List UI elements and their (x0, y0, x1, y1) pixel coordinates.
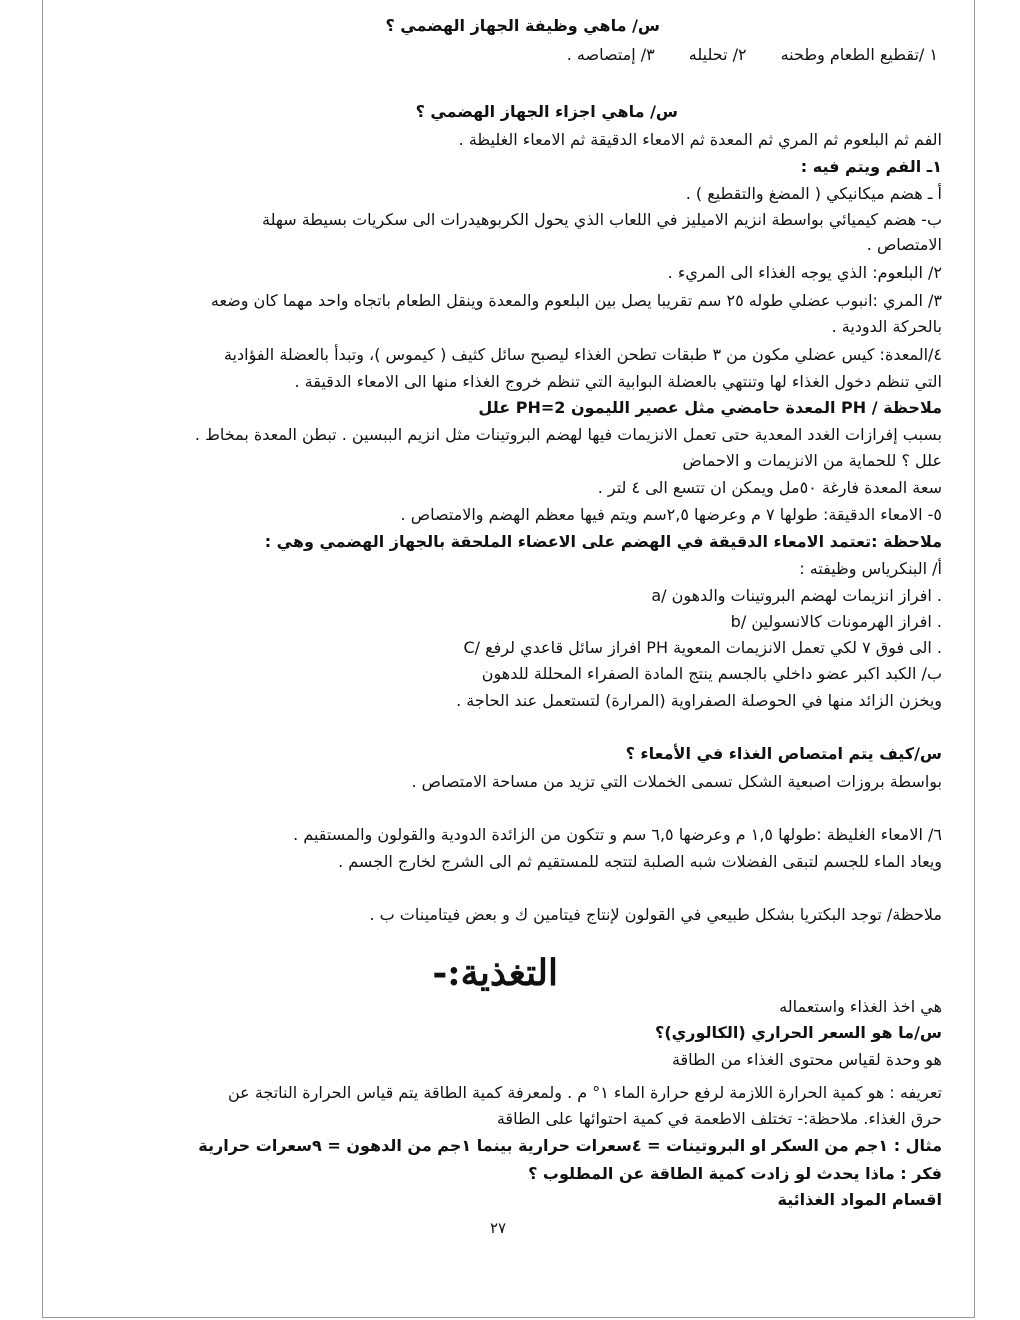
function-2: ٢/ تحليله (688, 45, 747, 64)
question-digestive-parts: س/ ماهي اجزاء الجهاز الهضمي ؟ (415, 102, 678, 121)
peristalsis: بالحركة الدودية . (831, 317, 942, 336)
page-number: ٢٧ (490, 1219, 507, 1237)
function-1: ١ /تقطيع الطعام وطحنه (780, 45, 938, 64)
question-calorie: س/ما هو السعر الحراري (الكالوري)؟ (655, 1023, 942, 1042)
answer-functions (567, 43, 938, 67)
water-reabsorption: ويعاد الماء للجسم لتبقى الفضلات شبه الصلبة لتتجه للمستقيم ثم الى الشرج لخارج الجسم . (338, 852, 942, 871)
stomach-ph-note: ملاحظة / PH المعدة حامضي مثل عصير الليمون PH=2 علل (478, 398, 942, 417)
calorie-definition: تعريفه : هو كمية الحرارة اللازمة لرفع حرارة الماء ١° م . ولمعرفة كمية الطاقة يتم قياس الحرارة الناتجة عن (228, 1083, 942, 1102)
mechanical-digestion: أ ـ هضم ميكانيكي ( المضغ والتقطيع ) . (685, 184, 942, 203)
nutrition-title: التغذية:- (432, 952, 558, 994)
small-intestine: ٥- الامعاء الدقيقة: طولها ٧ م وعرضها ٢,٥سم ويتم فيها معظم الهضم والامتصاص . (400, 505, 942, 524)
nutrition-definition: هي اخذ الغذاء واستعماله (779, 997, 942, 1016)
parts-list: الفم ثم البلعوم ثم المري ثم المعدة ثم الامعاء الدقيقة ثم الامعاء الغليظة . (458, 130, 942, 149)
large-intestine: ٦/ الامعاء الغليظة :طولها ١,٥ م وعرضها ٦,٥ سم و تتكون من الزائدة الدودية والقولون والمستقيم . (293, 825, 942, 844)
gallbladder: ويخزن الزائد منها في الحوصلة الصفراوية (المرارة) لتستعمل عند الحاجة . (456, 691, 942, 710)
calorie-answer: هو وحدة لقياس محتوى الغذاء من الطاقة (671, 1050, 942, 1069)
stomach-capacity: سعة المعدة فارغة ٥٠مل ويمكن ان تتسع الى ٤ لتر . (597, 478, 942, 497)
mucus-reason: علل ؟ للحماية من الانزيمات و الاحماض (682, 451, 942, 470)
food-categories: اقسام المواد الغذائية (777, 1190, 942, 1209)
question-absorption: س/كيف يتم امتصاص الغذاء في الأمعاء ؟ (625, 744, 942, 763)
pancreas-hormones: b/ افراز الهرمونات كالانسولين . (730, 612, 942, 631)
stomach: ٤/المعدة: كيس عضلي مكون من ٣ طبقات تطحن الغذاء ليصبح سائل كثيف ( كيموس )، وتبدأ بالعضلة الفؤادية (223, 345, 942, 364)
esophagus: ٣/ المري :انبوب عضلي طوله ٢٥ سم تقريبا يصل بين البلعوم والمعدة وينقل الطعام باتجاه واحد مهما كان وضعه (210, 291, 942, 310)
pancreas: أ/ البنكرياس وظيفته : (799, 559, 942, 578)
pancreas-enzymes: a/ افراز انزيمات لهضم البروتينات والدهون . (651, 586, 942, 605)
burning-food-note: حرق الغذاء. ملاحظة:- تختلف الاطعمة في كمية احتوائها على الطاقة (496, 1109, 942, 1128)
stomach-ph-reason: بسبب إفرازات الغدد المعدية حتى تعمل الانزيمات فيها لهضم البروتينات مثل انزيم الببسين . تبطن المعدة بمخاط . (194, 425, 942, 444)
think-question: فكر : ماذا يحدث لو زادت كمية الطاقة عن المطلوب ؟ (528, 1164, 942, 1183)
mouth-heading: ١ـ الفم ويتم فيه : (800, 157, 942, 176)
accessory-organs-note: ملاحظة :تعتمد الامعاء الدقيقة في الهضم على الاعضاء الملحقة بالجهاز الهضمي وهي : (264, 532, 942, 551)
function-3: ٣/ إمتصاصه . (566, 45, 655, 64)
calorie-example: مثال : ١جم من السكر او البروتينات = ٤سعرات حرارية بينما ١جم من الدهون = ٩سعرات حرارية (198, 1136, 942, 1155)
liver: ب/ الكبد اكبر عضو داخلي بالجسم ينتج المادة الصفراء المحللة للدهون (481, 664, 942, 683)
question-digestive-function: س/ ماهي وظيفة الجهاز الهضمي ؟ (385, 16, 660, 35)
pharynx: ٢/ البلعوم: الذي يوجه الغذاء الى المريء . (667, 263, 942, 282)
bacteria-note: ملاحظة/ توجد البكتريا بشكل طبيعي في القولون لإنتاج فيتامين ك و بعض فيتامينات ب . (369, 905, 942, 924)
villi-answer: بواسطة بروزات اصبعية الشكل تسمى الخملات التي تزيد من مساحة الامتصاص . (411, 772, 942, 791)
absorption-word: الامتصاص . (866, 235, 942, 254)
stomach-sphincters: التي تنظم دخول الغذاء لها وتنتهي بالعضلة البوابية التي تنظم خروج الغذاء منها الى الامعاء الدقيقة . (294, 372, 942, 391)
pancreas-basic-fluid: C/ افراز سائل قاعدي لرفع PH الى فوق ٧ لكي تعمل الانزيمات المعوية . (463, 638, 942, 657)
chemical-digestion: ب- هضم كيميائي بواسطة انزيم الاميليز في اللعاب الذي يحول الكربوهيدرات الى سكريات بسيطة سهلة (261, 210, 942, 229)
